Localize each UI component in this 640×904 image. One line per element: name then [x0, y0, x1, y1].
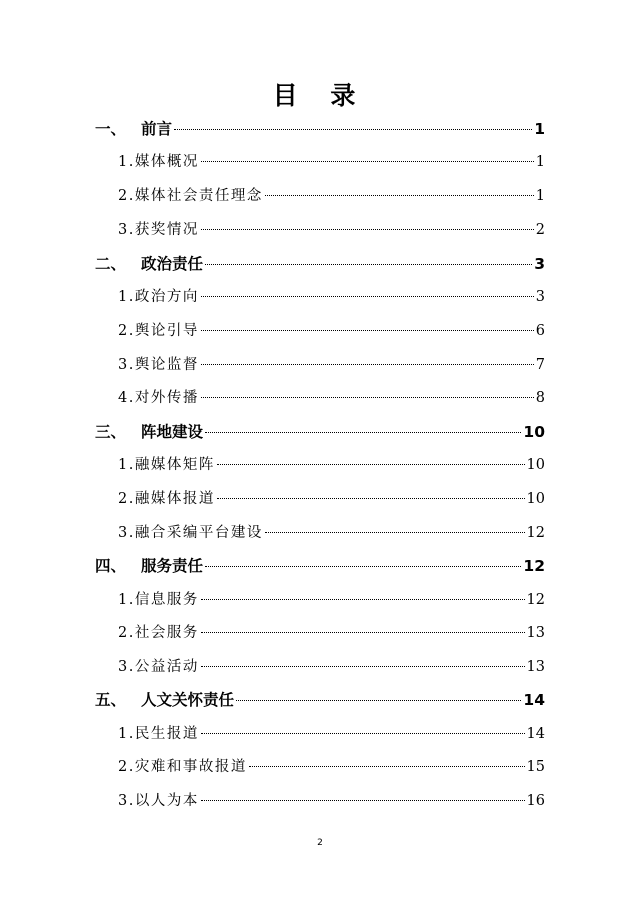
toc-number: 3.: [118, 357, 135, 373]
toc-page: 14: [523, 691, 545, 709]
dot-leader: [249, 765, 525, 767]
toc-title: 目 录: [272, 81, 368, 110]
toc-label: 政治方向: [134, 289, 199, 305]
toc-label: 获奖情况: [134, 222, 199, 238]
toc-label: 人文关怀责任: [141, 691, 235, 709]
toc-number: 2.: [118, 323, 135, 339]
toc-label: 阵地建设: [141, 423, 204, 441]
toc-entry-media-matrix[interactable]: [118, 454, 545, 476]
toc-label: 政治责任: [141, 255, 204, 273]
toc-label: 融合采编平台建设: [134, 525, 263, 541]
toc-number: 4.: [118, 390, 135, 406]
toc-page: 10: [526, 457, 545, 473]
toc-label: 服务责任: [141, 557, 204, 575]
dot-leader: [201, 598, 525, 600]
toc-entry-preface[interactable]: [95, 118, 545, 140]
toc-page: 12: [526, 525, 545, 541]
toc-number: 2.: [118, 759, 135, 775]
toc-label: 以人为本: [134, 793, 199, 809]
dot-leader: [201, 329, 534, 331]
dot-leader: [217, 463, 525, 465]
toc-page: 13: [526, 659, 545, 675]
toc-page: 16: [526, 793, 545, 809]
dot-leader: [205, 565, 521, 567]
toc-label: 民生报道: [134, 726, 199, 742]
toc-number: 3.: [118, 793, 135, 809]
dot-leader: [265, 194, 534, 196]
toc-label: 舆论引导: [134, 323, 199, 339]
toc-page: 1: [535, 188, 545, 204]
dot-leader: [265, 531, 525, 533]
toc-entry-external-communication[interactable]: [118, 387, 545, 409]
toc-entry-humanistic-care[interactable]: [95, 689, 545, 711]
toc-number: 五、: [95, 691, 127, 709]
toc-page: 14: [526, 726, 545, 742]
dot-leader: [205, 263, 532, 265]
toc-number: 1.: [118, 457, 135, 473]
toc-entry-responsibility-concept[interactable]: [118, 185, 545, 207]
dot-leader: [201, 732, 525, 734]
dot-leader: [217, 497, 525, 499]
toc-entry-people-oriented[interactable]: [118, 790, 545, 812]
toc-page: 12: [526, 592, 545, 608]
toc-page: 13: [526, 625, 545, 641]
toc-entry-livelihood-reporting[interactable]: [118, 723, 545, 745]
page-number: 2: [317, 838, 323, 848]
toc-number: 2.: [118, 188, 135, 204]
dot-leader: [236, 699, 521, 701]
toc-number: 一、: [95, 120, 127, 138]
toc-entry-political-direction[interactable]: [118, 286, 545, 308]
dot-leader: [205, 431, 521, 433]
toc-page: 15: [526, 759, 545, 775]
dot-leader: [201, 799, 525, 801]
toc-entry-platform-building[interactable]: [95, 421, 545, 443]
toc-entry-disaster-reporting[interactable]: [118, 756, 545, 778]
dot-leader: [201, 228, 534, 230]
toc-page: 1: [534, 120, 545, 138]
dot-leader: [201, 363, 534, 365]
toc-entry-opinion-supervision[interactable]: [118, 354, 545, 376]
toc-entry-service-responsibility[interactable]: [95, 555, 545, 577]
toc-label: 社会服务: [134, 625, 199, 641]
toc-number: 3.: [118, 525, 135, 541]
dot-leader: [174, 128, 532, 130]
toc-label: 公益活动: [134, 659, 199, 675]
toc-page: 12: [523, 557, 545, 575]
toc-label: 媒体社会责任理念: [134, 188, 263, 204]
toc-page: 2: [535, 222, 545, 238]
toc-number: 1.: [118, 592, 135, 608]
toc-entry-political-responsibility[interactable]: [95, 253, 545, 275]
dot-leader: [201, 665, 525, 667]
toc-number: 三、: [95, 423, 127, 441]
toc-entry-media-overview[interactable]: [118, 151, 545, 173]
toc-label: 信息服务: [134, 592, 199, 608]
toc-label: 媒体概况: [134, 154, 199, 170]
dot-leader: [201, 295, 534, 297]
dot-leader: [201, 631, 525, 633]
toc-page: 7: [535, 357, 545, 373]
toc-label: 舆论监督: [134, 357, 199, 373]
toc-entry-public-welfare[interactable]: [118, 656, 545, 678]
toc-page: 8: [535, 390, 545, 406]
toc-number: 四、: [95, 557, 127, 575]
toc-entry-media-reporting[interactable]: [118, 488, 545, 510]
toc-page: 3: [535, 289, 545, 305]
toc-number: 二、: [95, 255, 127, 273]
toc-label: 前言: [141, 120, 173, 138]
toc-label: 融媒体矩阵: [134, 457, 215, 473]
toc-label: 灾难和事故报道: [134, 759, 247, 775]
toc-entry-social-service[interactable]: [118, 622, 545, 644]
toc-page: 1: [535, 154, 545, 170]
toc-number: 1.: [118, 289, 135, 305]
toc-entry-information-service[interactable]: [118, 589, 545, 611]
toc-label: 对外传播: [134, 390, 199, 406]
dot-leader: [201, 396, 534, 398]
toc-number: 3.: [118, 659, 135, 675]
toc-label: 融媒体报道: [134, 491, 215, 507]
toc-entry-opinion-guidance[interactable]: [118, 320, 545, 342]
toc-number: 1.: [118, 154, 135, 170]
toc-page: 6: [535, 323, 545, 339]
toc-number: 2.: [118, 625, 135, 641]
toc-number: 1.: [118, 726, 135, 742]
toc-entry-awards[interactable]: [118, 219, 545, 241]
dot-leader: [201, 160, 534, 162]
toc-entry-editing-platform[interactable]: [118, 522, 545, 544]
toc-page: 10: [526, 491, 545, 507]
toc-page: 10: [523, 423, 545, 441]
toc-number: 2.: [118, 491, 135, 507]
toc-number: 3.: [118, 222, 135, 238]
toc-page: 3: [534, 255, 545, 273]
